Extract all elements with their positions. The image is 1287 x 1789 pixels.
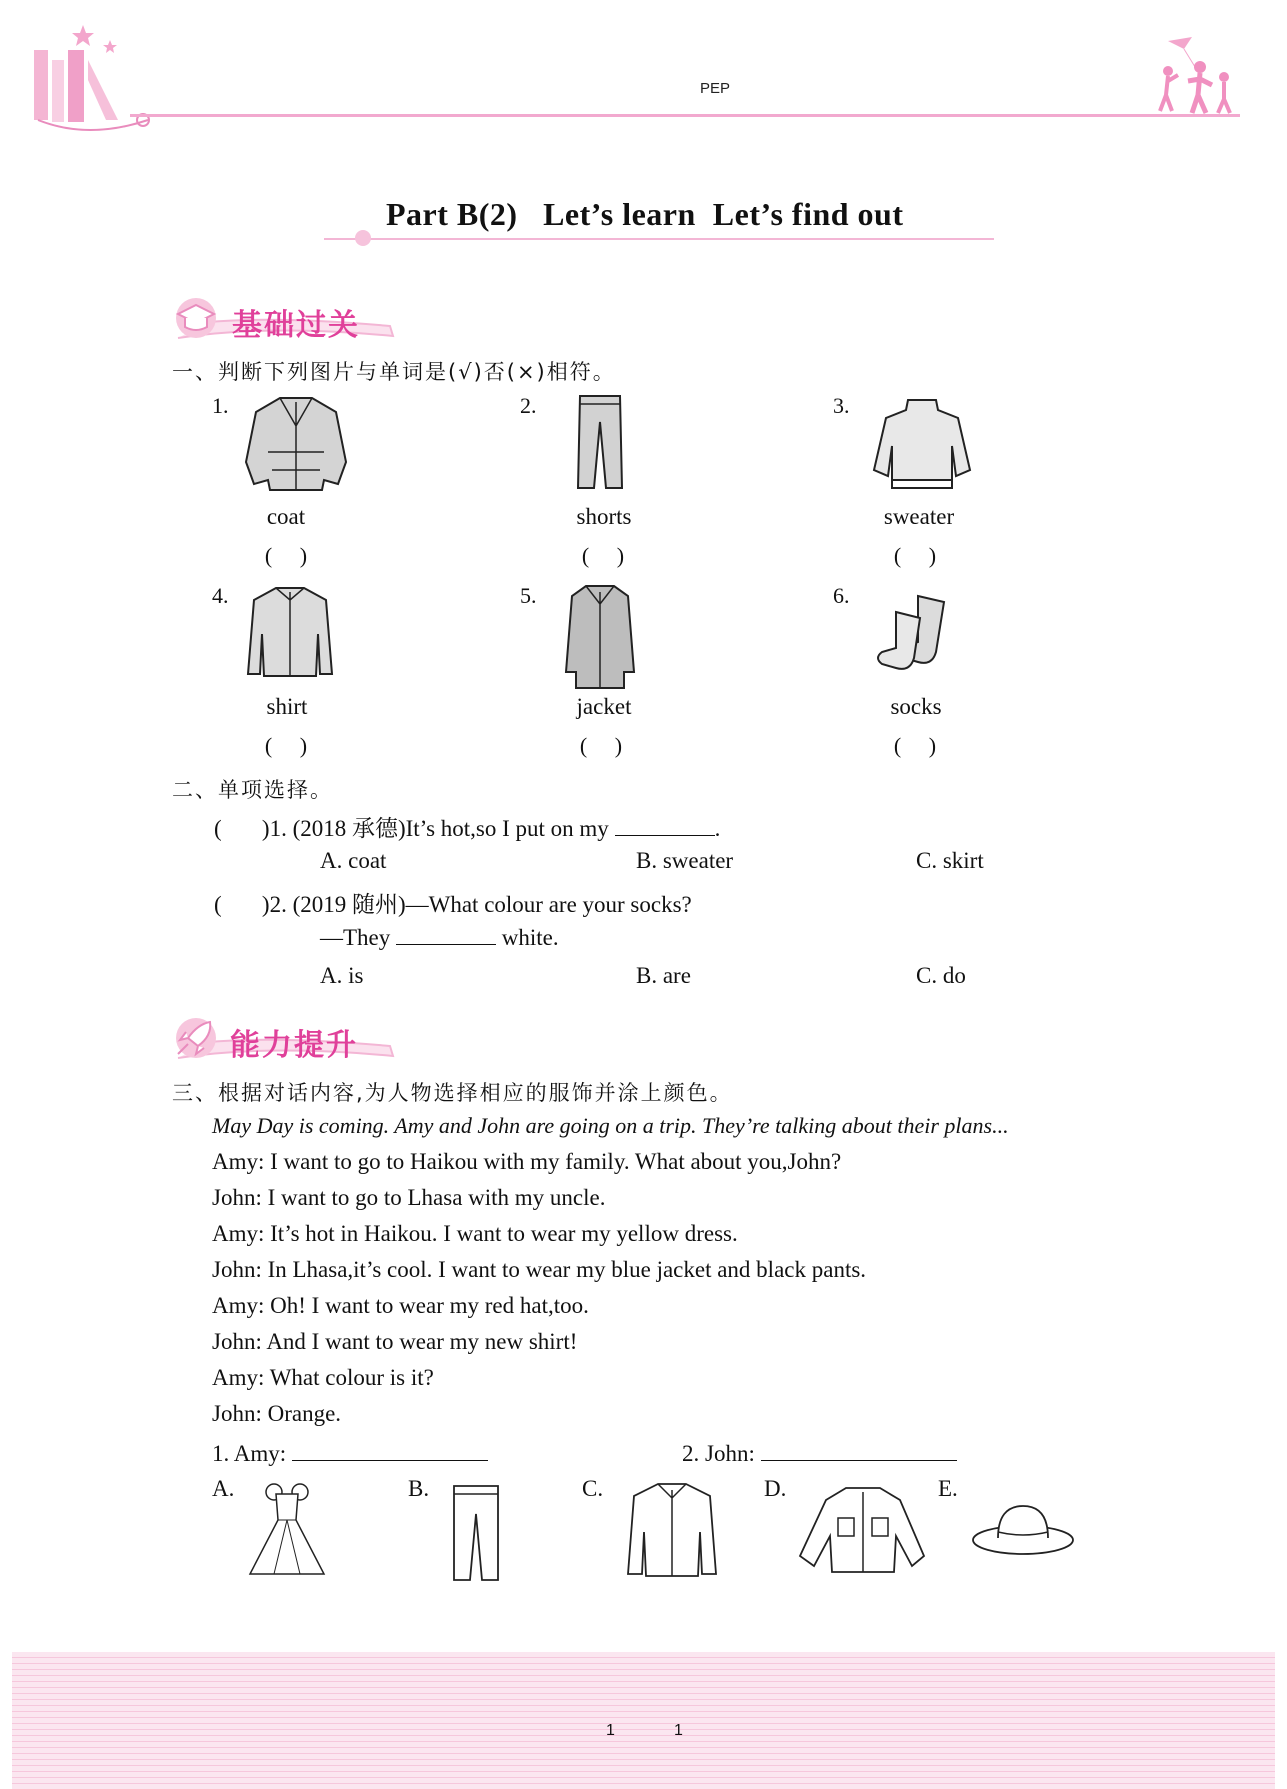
- q3-dialogue-line: Amy: It’s hot in Haikou. I want to wear my yellow dress.: [212, 1221, 738, 1246]
- q2-item2-blank[interactable]: [396, 924, 496, 945]
- q1-item1-answer[interactable]: ( ): [264, 543, 308, 568]
- q3-dialogue-line: Amy: Oh! I want to wear my red hat,too.: [212, 1293, 589, 1318]
- pants-outline-icon: [448, 1482, 504, 1584]
- q3-intro: May Day is coming. Amy and John are going on a trip. They’re talking about their plans...: [212, 1113, 1009, 1138]
- header-logo-icon: [28, 20, 158, 135]
- socks-image-icon: [874, 592, 954, 674]
- q2-item1-option-a[interactable]: A. coat: [320, 848, 387, 873]
- q1-item4-num: 4.: [212, 583, 229, 608]
- q3-answer-john-blank[interactable]: [761, 1440, 957, 1461]
- q1-item2-word: shorts: [576, 504, 632, 529]
- q2-item1-stem: [214, 810, 720, 843]
- long-coat-image-icon: [562, 582, 638, 690]
- q2-item1-option-b[interactable]: B. sweater: [636, 848, 734, 873]
- q3-choice-d-label: D.: [764, 1476, 787, 1501]
- q3-choice-a-label: A.: [212, 1476, 235, 1501]
- q3-choice-e-label: E.: [938, 1476, 958, 1501]
- q2-item2-line2-text: —They: [320, 925, 397, 950]
- q2-item1-stem-text: ( )1. (2018 承德)It’s hot,so I put on my: [214, 816, 615, 841]
- q2-item2-stem: ( )2. (2019 随州)—What colour are your socks?: [214, 892, 692, 917]
- q2-item2-option-c[interactable]: C. do: [916, 963, 966, 988]
- q1-item3-word: sweater: [883, 504, 955, 529]
- q2-item2-line2: [320, 924, 559, 951]
- q1-item5-word: jacket: [576, 694, 632, 719]
- q1-item4-answer[interactable]: ( ): [264, 733, 308, 758]
- graduation-cap-icon: [176, 303, 216, 335]
- q3-choice-b-label: B.: [408, 1476, 430, 1501]
- q3-dialogue-line: John: Orange.: [212, 1401, 342, 1426]
- q1-heading: 一、判断下列图片与单词是(√)否(×)相符。: [172, 360, 616, 384]
- header-rule: [130, 114, 1240, 117]
- q3-dialogue-line: John: I want to go to Lhasa with my uncle.: [212, 1185, 606, 1210]
- title-underline: [324, 238, 994, 240]
- section2-label: 能力提升: [230, 1029, 358, 1062]
- q2-item2-option-a[interactable]: A. is: [320, 963, 364, 988]
- q1-item2-num: 2.: [520, 393, 537, 418]
- q1-item6-num: 6.: [833, 583, 850, 608]
- header-pep: PEP: [700, 80, 731, 97]
- q3-answer-amy-blank[interactable]: [292, 1440, 488, 1461]
- q2-item1-blank[interactable]: [615, 815, 715, 836]
- q3-dialogue-line: Amy: What colour is it?: [212, 1365, 434, 1390]
- children-kite-icon: [1148, 35, 1238, 115]
- q3-dialogue-line: John: In Lhasa,it’s cool. I want to wear my blue jacket and black pants.: [212, 1257, 867, 1282]
- coat-image-icon: [240, 392, 352, 492]
- page-number-left: 1: [606, 1722, 615, 1739]
- q3-choice-c-label: C.: [582, 1476, 604, 1501]
- dress-image-icon: [244, 1480, 330, 1580]
- q1-item2-answer[interactable]: ( ): [581, 543, 625, 568]
- hat-outline-icon: [970, 1500, 1076, 1558]
- sweater-image-icon: [872, 396, 972, 490]
- q2-item1-stem-end: .: [714, 816, 721, 841]
- q2-heading: 二、单项选择。: [172, 778, 333, 802]
- q1-item3-answer[interactable]: ( ): [893, 543, 937, 568]
- q3-answer-amy-label: 1. Amy:: [212, 1441, 292, 1466]
- shirt-outline-icon: [624, 1480, 720, 1580]
- q1-item6-answer[interactable]: ( ): [893, 733, 937, 758]
- rocket-icon: [176, 1020, 216, 1056]
- q3-dialogue-line: Amy: I want to go to Haikou with my family. What about you,John?: [212, 1149, 842, 1174]
- footer-band: [12, 1652, 1275, 1789]
- q1-item6-word: socks: [890, 694, 942, 719]
- q3-answer-amy: [212, 1440, 488, 1467]
- q1-item1-num: 1.: [212, 393, 229, 418]
- page-number-right: 1: [674, 1722, 683, 1739]
- section1-label: 基础过关: [232, 309, 360, 342]
- pants-image-icon: [574, 392, 626, 492]
- q1-item4-word: shirt: [266, 694, 308, 719]
- q1-item5-num: 5.: [520, 583, 537, 608]
- q3-answer-john: [682, 1440, 957, 1467]
- q3-heading: 三、根据对话内容,为人物选择相应的服饰并涂上颜色。: [172, 1081, 733, 1105]
- shirt-image-icon: [246, 584, 334, 680]
- q2-item1-option-c[interactable]: C. skirt: [916, 848, 984, 873]
- q1-item5-answer[interactable]: ( ): [579, 733, 623, 758]
- q3-dialogue-line: John: And I want to wear my new shirt!: [212, 1329, 578, 1354]
- q1-item3-num: 3.: [833, 393, 850, 418]
- page-title: Part B(2) Let’s learn Let’s find out: [386, 196, 904, 232]
- q3-answer-john-label: 2. John:: [682, 1441, 761, 1466]
- q2-item2-line2-end: white.: [496, 925, 559, 950]
- q1-item1-word: coat: [266, 504, 306, 529]
- q2-item2-option-b[interactable]: B. are: [636, 963, 691, 988]
- title-dot: [355, 230, 371, 246]
- jacket-outline-icon: [796, 1484, 928, 1576]
